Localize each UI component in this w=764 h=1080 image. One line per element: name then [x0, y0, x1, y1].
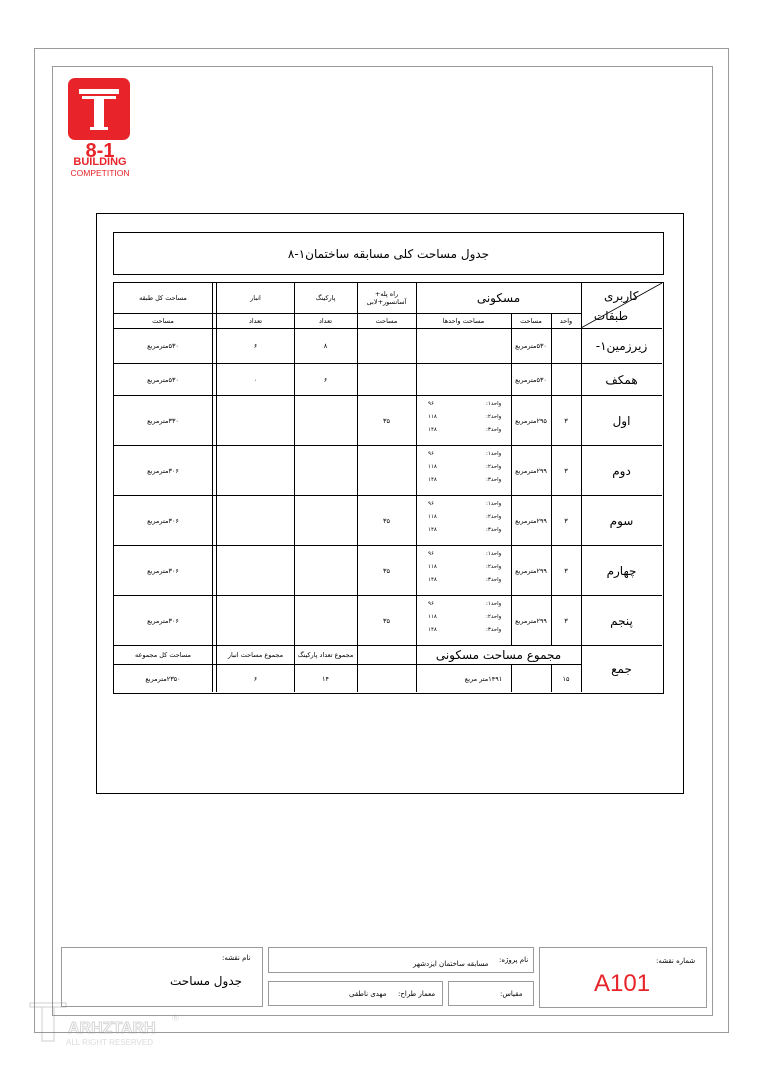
- unit-area: ۱۴۸: [428, 627, 437, 633]
- parking-count: ۶: [323, 375, 328, 384]
- storage-count: ۰: [253, 375, 258, 384]
- designer-label: معمار طراح:: [398, 990, 436, 998]
- unit-area: ۱۴۸: [428, 477, 437, 483]
- floor-area: ۲۹۹مترمربع: [515, 616, 547, 625]
- header-floors: طبقات: [593, 309, 629, 323]
- floor-name: اول: [612, 413, 631, 428]
- summary-units: ۱۵: [562, 674, 570, 683]
- sheet-number: A101: [594, 970, 651, 997]
- unit-label: واحد۳:: [486, 477, 502, 483]
- floor-area: ۲۹۵مترمربع: [515, 416, 547, 425]
- summary-label: جمع: [611, 662, 632, 676]
- total-floor-area: ۵۳۰مترمربع: [147, 375, 179, 384]
- header-residential: مسکونی: [476, 291, 521, 305]
- header-unit: واحد: [559, 317, 573, 325]
- residential-total: ۱۴۹۱متر مربع: [464, 674, 503, 683]
- residential-total-label: مجموع مساحت مسکونی: [435, 648, 562, 662]
- floor-name: همکف: [605, 372, 638, 387]
- storage-count: ۶: [253, 342, 258, 350]
- watermark-registered: ®: [171, 1014, 180, 1024]
- floor-area: ۵۳۰مترمربع: [515, 375, 547, 384]
- unit-label: واحد۳:: [486, 427, 502, 433]
- parking-total: ۱۴: [322, 674, 329, 683]
- logo-number: 8-1: [85, 140, 115, 162]
- floor-name: چهارم: [606, 563, 637, 578]
- total-floor-area: ۳۰۶مترمربع: [147, 616, 179, 625]
- storage-total-label: مجموع مساحت انبار: [227, 651, 284, 659]
- header-total-floor-area-sub: مساحت: [152, 317, 174, 325]
- watermark: [28, 1000, 188, 1055]
- unit-label: واحد۱:: [486, 601, 502, 607]
- unit-area: ۱۴۸: [428, 577, 437, 583]
- unit-area: ۱۱۸: [428, 564, 437, 570]
- unit-label: واحد۲:: [486, 414, 502, 420]
- parking-total-label: مجموع تعداد پارکینگ: [297, 650, 354, 659]
- unit-count: ۳: [564, 566, 568, 575]
- unit-label: واحد۱:: [486, 551, 502, 557]
- storage-total: ۶: [253, 674, 258, 683]
- project-name: مسابقه ساختمان ایزدشهر: [413, 960, 489, 968]
- designer-name: مهدی ناطقی: [349, 990, 387, 998]
- unit-area: ۹۶: [428, 451, 434, 457]
- unit-count: ۳: [564, 466, 568, 475]
- unit-label: واحد۲:: [486, 464, 502, 470]
- header-area: مساحت: [520, 317, 542, 325]
- unit-label: واحد۳:: [486, 527, 502, 533]
- sheet-name-label: نام نقشه:: [222, 954, 251, 962]
- total-area: ۲۳۵۰مترمربع: [145, 674, 181, 683]
- unit-area: ۱۱۸: [428, 614, 437, 620]
- floor-name: زیرزمین۱-: [595, 339, 648, 353]
- unit-label: واحد۱:: [486, 401, 502, 407]
- unit-area: ۹۶: [428, 551, 434, 557]
- unit-count: ۳: [564, 616, 568, 625]
- header-unit-areas: مساحت واحدها: [442, 317, 485, 325]
- stair-area: ۳۵: [383, 616, 390, 625]
- stair-area: ۳۵: [383, 516, 390, 525]
- header-storage: انبار: [250, 294, 261, 302]
- floor-area: ۲۹۹مترمربع: [515, 466, 547, 475]
- stair-area: ۳۵: [383, 566, 390, 575]
- unit-area: ۱۱۸: [428, 514, 437, 520]
- total-floor-area: ۳۳۰مترمربع: [147, 416, 179, 425]
- stair-area: ۳۵: [383, 416, 390, 425]
- scale-label: مقیاس:: [500, 990, 523, 998]
- sheet-name: جدول مساحت: [170, 974, 243, 988]
- unit-label: واحد۳:: [486, 627, 502, 633]
- watermark-sub: ALL RIGHT RESERVED: [66, 1038, 153, 1047]
- floor-area: ۲۹۹مترمربع: [515, 516, 547, 525]
- unit-label: واحد۲:: [486, 514, 502, 520]
- competition-logo: [68, 78, 130, 140]
- floor-name: پنجم: [610, 613, 633, 628]
- unit-count: ۳: [564, 516, 568, 525]
- unit-label: واحد۳:: [486, 577, 502, 583]
- total-floor-area: ۵۳۰مترمربع: [147, 342, 179, 350]
- floor-name: دوم: [612, 463, 631, 478]
- unit-area: ۱۴۸: [428, 527, 437, 533]
- logo-competition: COMPETITION: [70, 168, 130, 178]
- unit-area: ۹۶: [428, 601, 434, 607]
- parking-count: ۸: [323, 342, 328, 350]
- total-floor-area: ۳۰۶مترمربع: [147, 466, 179, 475]
- unit-count: ۳: [564, 416, 568, 425]
- header-stair-area: مساحت: [375, 317, 398, 325]
- project-name-box: [268, 947, 534, 973]
- watermark-column-icon: [28, 1000, 68, 1045]
- total-floor-area: ۳۰۶مترمربع: [147, 566, 179, 575]
- unit-area: ۱۴۸: [428, 427, 437, 433]
- logo-building: BUILDING: [73, 156, 127, 168]
- unit-label: واحد۱:: [486, 451, 502, 457]
- header-usage: کاربری: [604, 289, 639, 303]
- empty-summary-cell: [357, 646, 416, 664]
- floor-area: ۵۳۰مترمربع: [515, 342, 547, 350]
- unit-area: ۱۱۸: [428, 464, 437, 470]
- header-parking-count: تعداد: [318, 317, 333, 325]
- area-table: [113, 282, 664, 694]
- sheet-number-label: شماره نقشه:: [656, 957, 696, 965]
- header-parking: پارکینگ: [315, 294, 336, 302]
- floor-area: ۲۹۹مترمربع: [515, 566, 547, 575]
- total-area-label: مساحت کل مجموعه: [135, 651, 191, 659]
- table-title: جدول مساحت کلی مسابقه ساختمان۱-۸: [113, 232, 664, 275]
- unit-area: ۹۶: [428, 401, 434, 407]
- unit-label: واحد۱:: [486, 501, 502, 507]
- column-logo-icon: [68, 78, 130, 140]
- unit-label: واحد۲:: [486, 564, 502, 570]
- unit-label: واحد۲:: [486, 614, 502, 620]
- total-floor-area: ۳۰۶مترمربع: [147, 516, 179, 525]
- watermark-brand: ARHZTARH: [68, 1020, 156, 1037]
- header-total-floor-area: مساحت کل طبقه: [139, 294, 187, 302]
- project-name-label: نام پروژه:: [499, 956, 529, 964]
- unit-area: ۱۱۸: [428, 414, 437, 420]
- unit-area: ۹۶: [428, 501, 434, 507]
- floor-name: سوم: [609, 513, 634, 528]
- header-storage-count: تعداد: [248, 317, 263, 325]
- header-stair-elevator: راه پله+ آسانسور+لابی: [366, 290, 407, 306]
